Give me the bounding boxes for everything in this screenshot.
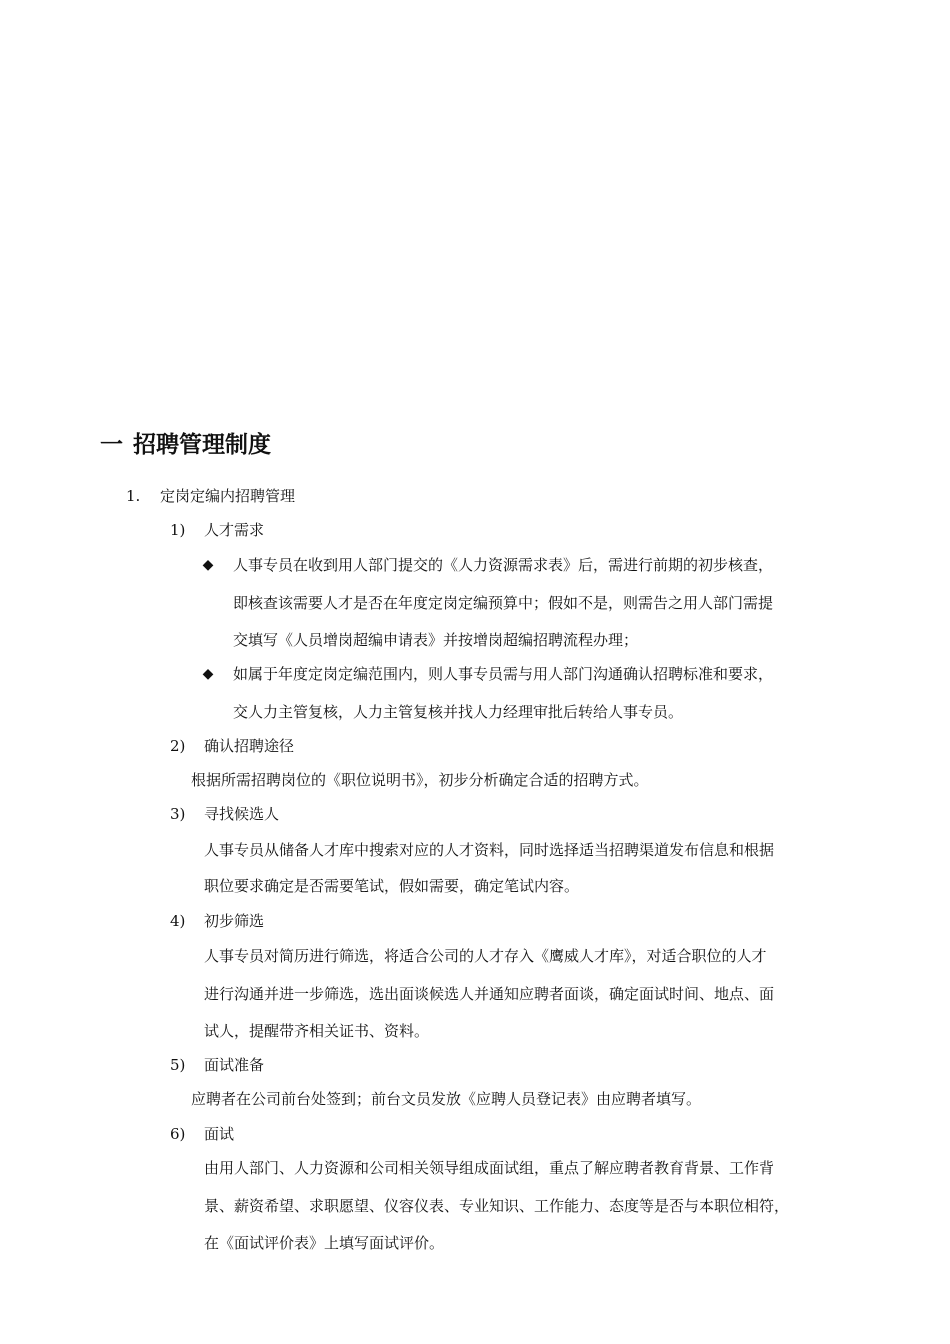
item-title: 人才需求 [204, 521, 265, 539]
item-heading [170, 911, 264, 931]
paragraph-line: 应聘者在公司前台处签到；前台文员发放《应聘人员登记表》由应聘者填写。 [191, 1090, 702, 1108]
item-title: 初步筛选 [204, 912, 265, 930]
paragraph-line: 景、薪资希望、求职愿望、仪容仪表、专业知识、工作能力、态度等是否与本职位相符， [204, 1197, 790, 1215]
chapter-heading [100, 428, 271, 462]
item-heading [170, 736, 294, 756]
section-heading [126, 486, 295, 506]
paragraph-line: 根据所需招聘岗位的《职位说明书》，初步分析确定合适的招聘方式。 [191, 771, 649, 789]
paragraph-line: 由用人部门、人力资源和公司相关领导组成面试组，重点了解应聘者教育背景、工作背 [204, 1159, 775, 1177]
item-title: 面试准备 [204, 1056, 265, 1074]
item-heading [170, 520, 264, 540]
paragraph-line: 在《面试评价表》上填写面试评价。 [204, 1234, 445, 1252]
diamond-bullet-icon: ◆ [202, 666, 214, 682]
item-number: 1) [170, 521, 186, 539]
paragraph-line: 如属于年度定岗定编范围内，则人事专员需与用人部门沟通确认招聘标准和要求， [233, 665, 774, 683]
item-number: 3) [170, 805, 186, 823]
paragraph-line: 进行沟通并进一步筛选，选出面谈候选人并通知应聘者面谈，确定面试时间、地点、面 [204, 985, 775, 1003]
paragraph-line: 即核查该需要人才是否在年度定岗定编预算中；假如不是，则需告之用人部门需提 [233, 594, 774, 612]
item-number: 2) [170, 737, 186, 755]
item-number: 5) [170, 1056, 186, 1074]
item-heading [170, 1124, 234, 1144]
item-number: 6) [170, 1125, 186, 1143]
paragraph-line: 交填写《人员增岗超编申请表》并按增岗超编招聘流程办理； [233, 631, 639, 649]
paragraph-line: 交人力主管复核，人力主管复核并找人力经理审批后转给人事专员。 [233, 703, 684, 721]
paragraph-line: 人事专员从储备人才库中搜索对应的人才资料，同时选择适当招聘渠道发布信息和根据 [204, 841, 775, 859]
item-heading [170, 1055, 264, 1075]
paragraph-line: 人事专员在收到用人部门提交的《人力资源需求表》后，需进行前期的初步核查， [233, 556, 774, 574]
paragraph-line: 试人，提醒带齐相关证书、资料。 [204, 1022, 430, 1040]
item-heading [170, 804, 279, 824]
item-title: 面试 [204, 1125, 235, 1143]
paragraph-line: 职位要求确定是否需要笔试，假如需要，确定笔试内容。 [204, 877, 580, 895]
chapter-title: 招聘管理制度 [133, 432, 271, 458]
item-title: 寻找候选人 [204, 805, 280, 823]
item-title: 确认招聘途径 [204, 737, 295, 755]
section-title: 定岗定编内招聘管理 [160, 487, 296, 505]
section-number: 1. [126, 487, 141, 505]
item-number: 4) [170, 912, 186, 930]
chapter-number: 一 [100, 432, 123, 458]
diamond-bullet-icon: ◆ [202, 557, 214, 573]
paragraph-line: 人事专员对简历进行筛选，将适合公司的人才存入《鹰威人才库》，对适合职位的人才 [204, 947, 767, 965]
